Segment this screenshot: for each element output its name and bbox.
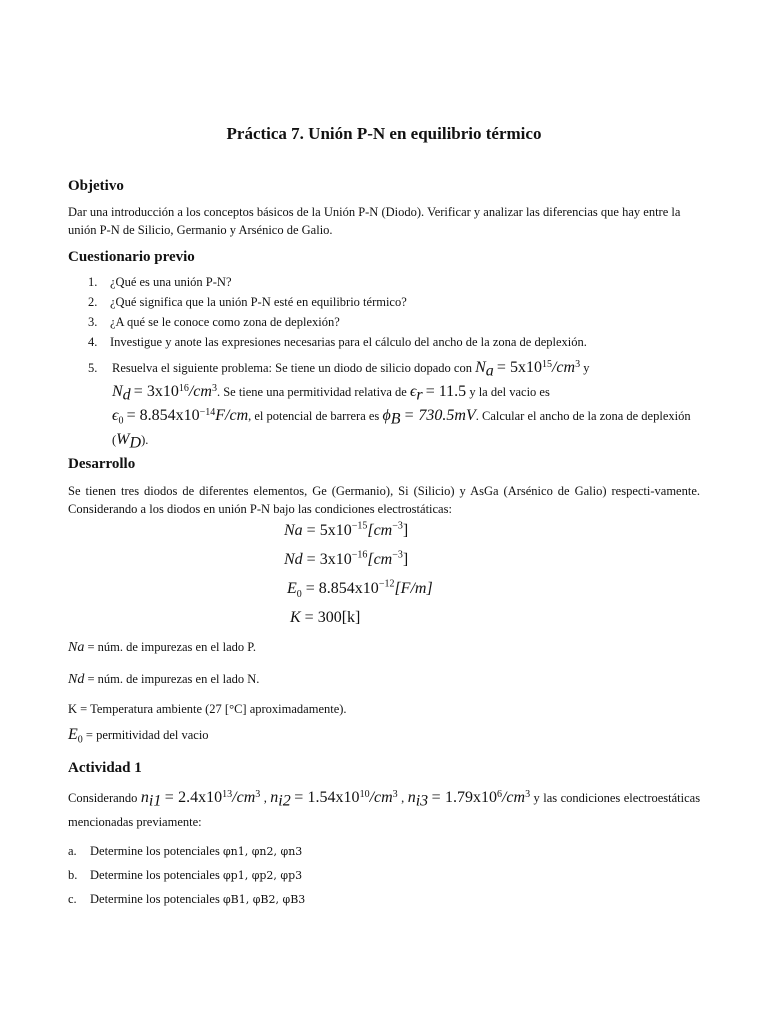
actividad1-heading: Actividad 1 (68, 760, 142, 776)
list-item: 3. ¿A qué se le conoce como zona de deplexión? (88, 315, 340, 329)
page-title: Práctica 7. Unión P-N en equilibrio térmico (226, 124, 542, 143)
definition-e0: $E_0$ = permitividad del vacio (68, 726, 209, 746)
equation-k: K = 300[k] (290, 609, 361, 626)
equation-e0: $E_0 = 8.854x10^{-12}[F/m]$ (287, 578, 433, 601)
cuestionario-heading: Cuestionario previo (68, 249, 195, 265)
objetivo-text: Dar una introducción a los conceptos básicos de la Unión P-N (Diodo). Verificar y analizar las diferencias que hay entre la unión P-N de Silicio, Germanio y Arsénico de Galio. (68, 205, 681, 237)
desarrollo-text: Se tienen tres diodos de diferentes elementos, Ge (Germanio), Si (Silicio) y AsGa (Arsénico de Galio) respecti-vamente. Considerando a los diodos en unión P-N bajo las condiciones electrostáticas: (68, 484, 700, 516)
list-item: 4. Investigue y anote las expresiones necesarias para el cálculo del ancho de la zona de deplexión. (88, 335, 587, 349)
list-item: 1. ¿Qué es una unión P-N? (88, 275, 232, 289)
cuestionario-list (88, 273, 708, 353)
equation-nd: $Nd = 3x10^{-16}[cm^{-3}]$ (284, 549, 409, 568)
definition-na: Na = núm. de impurezas en el lado P. (68, 640, 256, 655)
list-item: a. Determine los potenciales φn1, φn2, φn3 (68, 844, 303, 858)
objetivo-heading: Objetivo (68, 178, 124, 194)
list-item: c. Determine los potenciales φB1, φB2, φB3 (68, 892, 306, 906)
list-item: b. Determine los potenciales φp1, φp2, φp3 (68, 868, 303, 882)
list-item-5: 5. Resuelva el siguiente problema: Se tiene un diodo de silicio dopado con $N_a = 5x10^{15}/cm^3$ y $N_d = 3x10^{16}/cm^3$. Se tiene una permitividad relativa de $\epsilon_r = 11.5$ y la del vacio es $\epsilon_0 = 8.854x10^{-14}F/cm$, el potencial de barrera es $\phi_B = 730.5mV$. Calcular el ancho de la zona de deplexión $(W_D)$. (88, 358, 691, 452)
definition-nd: Nd = núm. de impurezas en el lado N. (68, 672, 260, 687)
definition-k: K = Temperatura ambiente (27 [°C] aproximadamente). (68, 702, 347, 716)
actividad1-text: Considerando $n_{i1} = 2.4x10^{13}/cm^3$ , $n_{i2} = 1.54x10^{10}/cm^3$ , $n_{i3} = 1.79x10^6/cm^3$ y las condiciones electroestáticas mencionadas previamente: (68, 788, 701, 829)
list-item: 2. ¿Qué significa que la unión P-N esté en equilibrio térmico? (88, 295, 407, 309)
equation-na: $Na = 5x10^{-15}[cm^{-3}]$ (284, 520, 409, 539)
desarrollo-heading: Desarrollo (68, 456, 136, 472)
actividad1-list (68, 844, 305, 916)
